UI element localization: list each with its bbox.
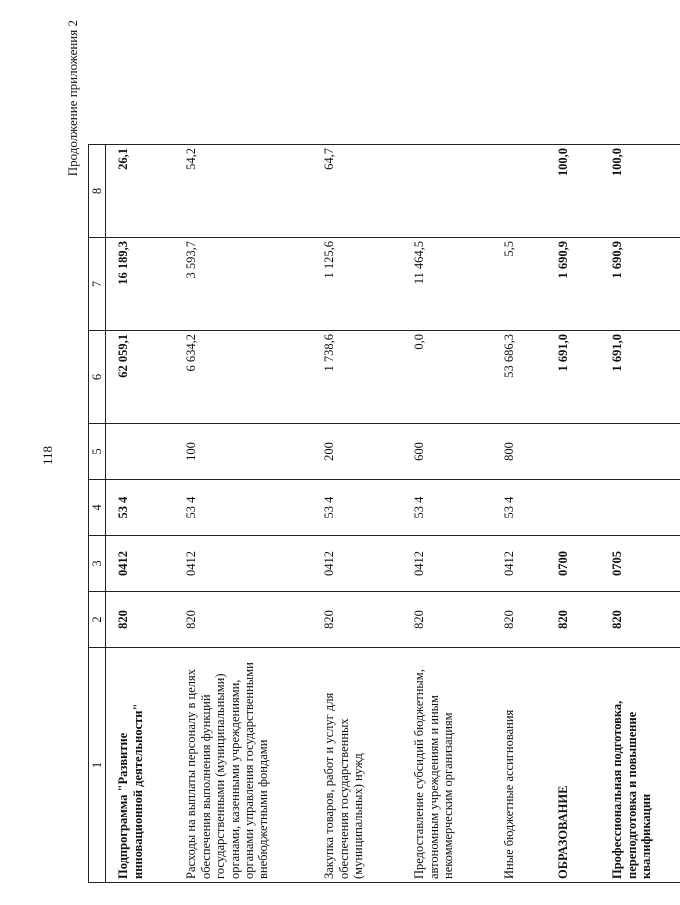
table-row	[600, 145, 680, 883]
row-label: ОБРАЗОВАНИЕ	[546, 648, 600, 883]
row-label: Расходы на выплаты персоналу в целях обеспечения выполнения функций государственными (муниципальными) органами, казенными учреждениями, органами управления государственными внебюджетными фондами	[174, 648, 312, 883]
cell-col-3: 0412	[492, 536, 546, 592]
cell-col-5: 200	[312, 424, 402, 480]
row-label: Закупка товаров, работ и услуг для обеспечения государственных (муниципальных) нужд	[312, 648, 402, 883]
col-header-5: 5	[89, 424, 106, 480]
cell-col-7: 1 690,9	[546, 238, 600, 331]
cell-col-8: 26,1	[106, 145, 175, 238]
cell-col-4: 53 4	[174, 480, 312, 536]
cell-col-5	[546, 424, 600, 480]
cell-col-6: 62 059,1	[106, 331, 175, 424]
cell-col-3: 0705	[600, 536, 680, 592]
col-header-4: 4	[89, 480, 106, 536]
cell-col-3: 0700	[546, 536, 600, 592]
cell-col-5: 800	[492, 424, 546, 480]
cell-col-8	[492, 145, 546, 238]
cell-col-5: 100	[174, 424, 312, 480]
cell-col-4: 53 4	[312, 480, 402, 536]
col-header-6: 6	[89, 331, 106, 424]
cell-col-8: 54,2	[174, 145, 312, 238]
cell-col-7: 3 593,7	[174, 238, 312, 331]
row-label: Подпрограмма "Развитие инновационной деятельности"	[106, 648, 175, 883]
cell-col-6: 0,0	[402, 331, 492, 424]
cell-col-6: 1 738,6	[312, 331, 402, 424]
table-row	[106, 145, 175, 883]
row-label: Профессиональная подготовка, переподготовка и повышение квалификации	[600, 648, 680, 883]
cell-col-7: 16 189,3	[106, 238, 175, 331]
cell-col-4: 53 4	[402, 480, 492, 536]
cell-col-3: 0412	[106, 536, 175, 592]
cell-col-2: 820	[174, 592, 312, 648]
row-label: Иные бюджетные ассигнования	[492, 648, 546, 883]
cell-col-6: 6 634,2	[174, 331, 312, 424]
cell-col-2: 820	[492, 592, 546, 648]
cell-col-8: 64,7	[312, 145, 402, 238]
cell-col-4: 53 4	[492, 480, 546, 536]
col-header-7: 7	[89, 238, 106, 331]
cell-col-3: 0412	[312, 536, 402, 592]
cell-col-2: 820	[106, 592, 175, 648]
col-header-1: 1	[89, 648, 106, 883]
cell-col-4	[546, 480, 600, 536]
table-row	[546, 145, 600, 883]
cell-col-2: 820	[402, 592, 492, 648]
cell-col-4: 53 4	[106, 480, 175, 536]
table-row	[312, 145, 402, 883]
cell-col-8: 100,0	[600, 145, 680, 238]
col-header-2: 2	[89, 592, 106, 648]
cell-col-8	[402, 145, 492, 238]
col-header-8: 8	[89, 145, 106, 238]
cell-col-3: 0412	[402, 536, 492, 592]
cell-col-6: 1 691,0	[600, 331, 680, 424]
cell-col-6: 53 686,3	[492, 331, 546, 424]
budget-table	[88, 144, 680, 883]
cell-col-8: 100,0	[546, 145, 600, 238]
table-row	[402, 145, 492, 883]
cell-col-7: 1 690,9	[600, 238, 680, 331]
cell-col-7: 5,5	[492, 238, 546, 331]
cell-col-6: 1 691,0	[546, 331, 600, 424]
cell-col-2: 820	[546, 592, 600, 648]
cell-col-5	[600, 424, 680, 480]
table-row	[492, 145, 546, 883]
cell-col-2: 820	[600, 592, 680, 648]
table-header-row	[89, 145, 106, 883]
cell-col-3: 0412	[174, 536, 312, 592]
cell-col-5: 600	[402, 424, 492, 480]
row-label: Предоставление субсидий бюджетным, автономным учреждениям и иным некоммерческим организациям	[402, 648, 492, 883]
cell-col-7: 1 125,6	[312, 238, 402, 331]
appendix-caption: Продолжение приложения 2	[65, 20, 80, 177]
cell-col-2: 820	[312, 592, 402, 648]
cell-col-5	[106, 424, 175, 480]
table-row	[174, 145, 312, 883]
cell-col-4	[600, 480, 680, 536]
col-header-3: 3	[89, 536, 106, 592]
page-number: 118	[40, 445, 55, 465]
cell-col-7: 11 464,5	[402, 238, 492, 331]
